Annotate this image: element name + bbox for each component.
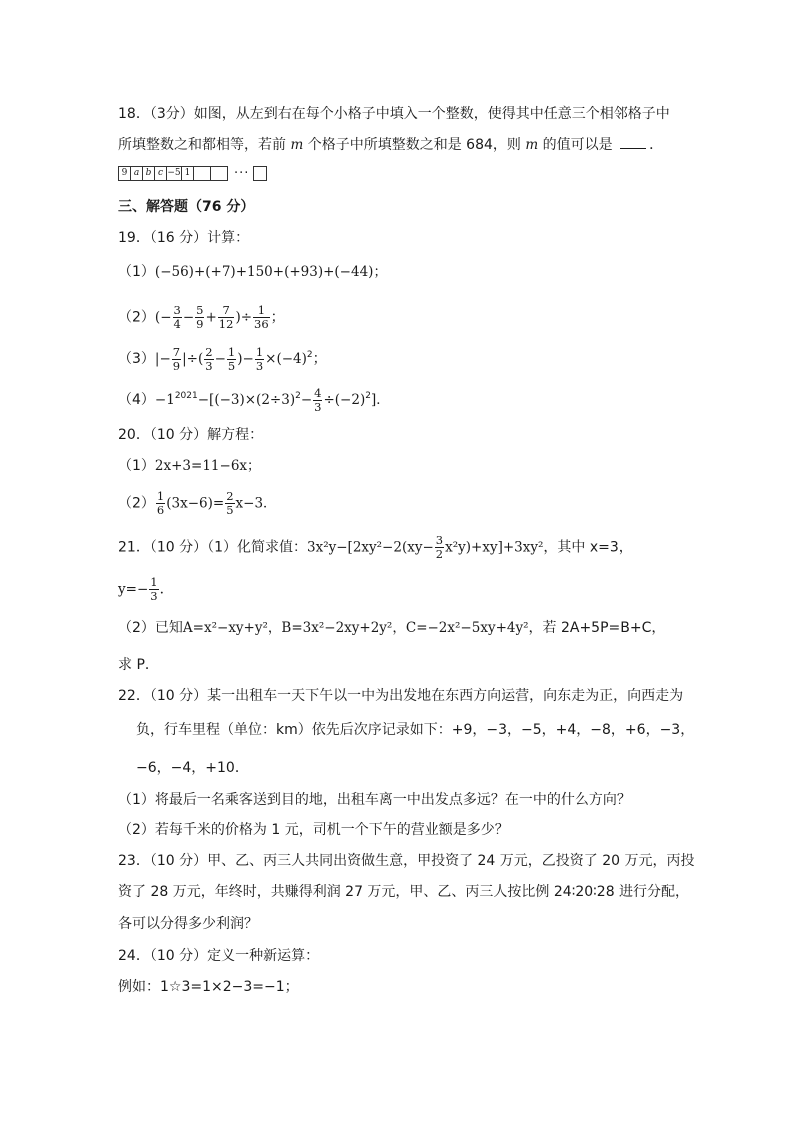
fraction: [173, 304, 182, 331]
q19-p2-end: ；: [270, 309, 285, 326]
q18-var-m-2: m: [525, 137, 539, 153]
q18-line2-b: 个格子中所填整数之和是 684，则: [307, 137, 521, 153]
q21-cond: ，其中 x=3，: [543, 539, 633, 556]
numerator: 1: [156, 489, 165, 503]
fraction: [227, 346, 236, 373]
q19-p3-c: )−: [237, 351, 254, 367]
q21-p2-cond: ，若 2A+5P=B+C，: [528, 620, 666, 636]
q18-line2-c: 的值可以是: [542, 137, 613, 153]
q19-p3-d: ×(−4): [265, 351, 307, 367]
exponent: 2: [295, 391, 301, 401]
q22-line2: 负，行车里程（单位：km）依先后次序记录如下：+9，−3，−5，+4，−8，+6，−3，: [136, 722, 695, 738]
q21-p2-ask: 求 P．: [118, 657, 159, 673]
q18-line2-end: ．: [649, 137, 664, 153]
q19-p3-a: |−: [154, 351, 171, 367]
q19-p4-a: −1: [154, 392, 175, 408]
fraction: [195, 304, 204, 331]
q22-part1: （1）将最后一名乘客送到目的地，出租车离一中出发点多远？在一中的什么方向？: [118, 792, 631, 808]
section3-title: 三、解答题（76 分）: [118, 199, 255, 215]
q19-part3: [118, 345, 327, 373]
q19-p2-label: （2）: [118, 309, 155, 326]
q24-line1: 24．（10 分）定义一种新运算：: [118, 948, 320, 964]
numerator: 2: [226, 489, 234, 503]
q19-part1: [118, 262, 387, 282]
denominator: 36: [254, 317, 269, 331]
numerator: 7: [218, 304, 235, 318]
numerator: 7: [172, 344, 181, 359]
grid-ellipsis: ···: [234, 166, 250, 181]
q18-line1: 18．（3分）如图，从左到右在每个小格子中填入一个整数，使得其中任意三个相邻格子中: [118, 106, 670, 122]
numerator: 1: [227, 344, 236, 359]
numerator: 1: [253, 304, 270, 318]
numerator: 2: [205, 344, 213, 359]
q19-p4-d: ÷(−2): [323, 392, 366, 408]
fraction: [149, 576, 158, 603]
exponent: 2021: [174, 391, 198, 401]
fraction: [204, 346, 213, 373]
q20-p2-a: (3x−6)=: [166, 495, 225, 512]
q21-line1: [118, 534, 633, 561]
denominator: 3: [205, 358, 213, 373]
q23-line3: 各可以分得多少利润？: [118, 916, 258, 932]
q21-y-end: ．: [159, 581, 174, 598]
fraction: [172, 346, 181, 373]
q21-expr-a: 3x²y−[2xy²−2(xy−: [307, 539, 434, 556]
q21-part2: [118, 618, 665, 638]
numerator: 3: [173, 303, 181, 317]
q18-var-m: m: [290, 137, 304, 153]
q19-p3-b: |÷(: [182, 351, 204, 367]
q20-p1-expr: 2x+3=11−6x；: [154, 458, 261, 474]
grid-cell-last: [253, 166, 267, 181]
q19-p4-c: −: [300, 392, 313, 408]
q21-p2-C: ，C=−2x²−5xy+4y²: [392, 620, 529, 636]
q19-p3-end: ；: [312, 351, 327, 367]
denominator: 3: [314, 399, 322, 414]
q21-line2: [118, 576, 174, 603]
q19-p2-a: (−: [154, 309, 172, 326]
numerator: 1: [150, 575, 158, 589]
grid-cell: 9: [118, 166, 131, 181]
denominator: 9: [196, 317, 204, 331]
q20-part2: [118, 490, 277, 517]
fraction: [156, 490, 165, 517]
grid-cell: 1: [181, 166, 194, 181]
denominator: 2: [435, 547, 444, 561]
denominator: 5: [226, 503, 234, 517]
fraction: [225, 490, 234, 517]
fraction: [255, 346, 264, 373]
fraction: [313, 387, 322, 414]
fraction: [435, 534, 444, 561]
denominator: 12: [218, 317, 234, 331]
operator: +: [205, 309, 217, 326]
denominator: 3: [255, 358, 264, 373]
q21-y-a: y=−: [118, 581, 149, 598]
q19-p4-label: （4）: [118, 392, 155, 408]
q22-line1: 22．（10 分）某一出租车一天下午以一中为出发地在东西方向运营，向东走为正，向西走为: [118, 688, 684, 704]
q21-p2-label: （2）已知: [118, 620, 183, 636]
denominator: 4: [173, 317, 181, 331]
q21-title: 21．（10 分）（1）化简求值：: [118, 539, 307, 556]
denominator: 3: [150, 589, 158, 603]
q20-p1-label: （1）: [118, 458, 155, 474]
q22-part2: （2）若每千米的价格为 1 元，司机一个下午的营业额是多少？: [118, 822, 509, 838]
q21-expr-b: x²y)+xy]+3xy²: [445, 539, 544, 556]
q21-p2-A: A=x²−xy+y²: [182, 620, 268, 636]
operator: )÷: [235, 309, 253, 326]
denominator: 9: [172, 358, 181, 373]
numerator: 4: [314, 385, 322, 400]
q19-p4-b: −[(−3)×(2÷3): [197, 392, 296, 408]
q18-line2-a: 所填整数之和都相等，若前: [118, 137, 286, 153]
operator: −: [214, 351, 226, 367]
grid-cell: −5: [166, 166, 182, 181]
numerator: 5: [196, 303, 204, 317]
exponent: 2: [306, 350, 313, 360]
grid-cell: [210, 166, 228, 181]
fraction: [218, 304, 235, 331]
q20-title: 20．（10 分）解方程：: [118, 427, 264, 443]
q24-line2: 例如：1☆3=1×2−3=−1；: [118, 979, 299, 995]
q19-part4: [118, 386, 390, 414]
grid-cell: c: [154, 166, 167, 181]
grid-cell: b: [142, 166, 155, 181]
q19-p3-label: （3）: [118, 351, 155, 367]
q23-line1: 23．（10 分）甲、乙、丙三人共同出资做生意，甲投资了 24 万元，乙投资了 20 万元，丙投: [118, 853, 695, 869]
numerator: 3: [435, 533, 444, 547]
q18-line2: [118, 134, 663, 155]
fraction: [253, 304, 270, 331]
q19-p1-label: （1）: [118, 264, 155, 280]
exponent: 2: [365, 391, 371, 401]
q23-line2: 资了 28 万元，年终时，共赚得利润 27 万元，甲、乙、丙三人按比例 24∶20∶28 进行分配，: [118, 884, 690, 900]
q18-number-grid: [118, 166, 267, 181]
answer-blank: [620, 134, 646, 149]
q20-part1: [118, 456, 261, 476]
denominator: 6: [156, 503, 165, 517]
q19-part2: [118, 304, 285, 331]
q20-p2-b: x−3．: [235, 495, 277, 512]
q19-title: 19．（16 分）计算：: [118, 230, 250, 246]
grid-cell: [193, 166, 211, 181]
q19-p1-expr: (−56)+(+7)+150+(+93)+(−44)；: [154, 264, 387, 280]
q20-p2-label: （2）: [118, 495, 155, 512]
numerator: 1: [255, 344, 264, 359]
q19-p4-e: ]．: [370, 392, 390, 408]
grid-cell: a: [130, 166, 143, 181]
q21-p2-B: ，B=3x²−2xy+2y²: [267, 620, 393, 636]
operator: −: [182, 309, 195, 326]
q22-line3: −6，−4，+10．: [136, 760, 249, 776]
denominator: 5: [227, 358, 236, 373]
